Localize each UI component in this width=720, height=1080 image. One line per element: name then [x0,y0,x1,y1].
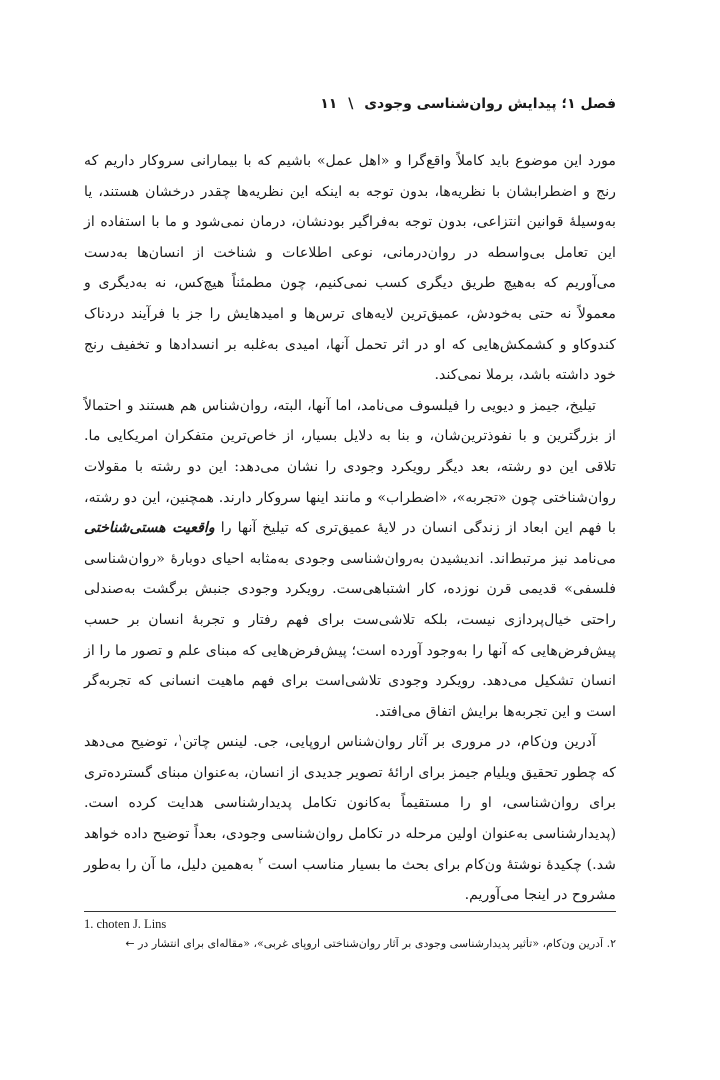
paragraph-3-text-b: ، توضیح می‌دهد که چطور تحقیق ویلیام جیمز برای ارائهٔ تصویر جدیدی از انسان، به‌عنوان مبنای گسترده‌تری برای روان‌شناسی، او را مستقیماً به‌کانون تکامل پدیدارشناسی هدایت کرده است. (پدیدارشناسی به‌عنوان اولین مرحله در تکامل روان‌شناسی وجودی، بعداً توضیح داده خواهد شد.) چکیدهٔ نوشتهٔ ون‌کام برای بحث ما بسیار مناسب است [84,734,617,873]
paragraph-1: مورد این موضوع باید کاملاً واقع‌گرا و «اهل عمل» باشیم که با بیمارانی سروکار داریم که رنج و اضطرابشان با نظریه‌ها، بدون توجه به اینکه این نظریه‌ها چقدر درخشان هستند، یا به‌وسیلهٔ قوانین انتزاعی، بدون توجه به‌فراگیر بودنشان، درمان نمی‌شود و ما با استفاده از این تعامل بی‌واسطه در روان‌درمانی، نوعی اطلاعات و شناخت از انسان‌ها به‌دست می‌آوریم که به‌هیچ طریق دیگری کسب نمی‌کنیم، چون مطمئناً هیچ‌کس، نه به‌دیگری و معمولاً نه حتی به‌خودش، عمیق‌ترین لایه‌های ترس‌ها و امیدهایش را جز با فرآیند دردناک کندوکاو و کشمکش‌هایی که او در اثر تحمل آنها، امیدی به‌غلبه بر انسدادها و تخفیف رنج خود داشته باشد، برملا نمی‌کند. [84,153,616,384]
footnote-ref-1: ۱ [177,733,183,744]
footnote-divider [84,911,616,912]
emphasized-term: واقعیت هستی‌شناختی [84,520,215,537]
continuation-arrow-icon: ← [125,937,135,950]
paragraph-2-text-a: تیلیخ، جیمز و دیویی را فیلسوف می‌نامد، اما آنها، البته، روان‌شناس هم هستند و احتمالاً از بزرگترین و با نفوذترین‌شان، و بنا به دلایل بسیار، از خاص‌ترین متفکران امریکایی ما. تلاقی این دو رشته، بعد دیگر رویکرد وجودی را نشان می‌دهد: این دو رشته با مقولات روان‌شناختی چون «تجربه»، «اضطراب» و مانند اینها سروکار دارند. همچنین، این دو رشته، با فهم این ابعاد از زندگی انسان در لایهٔ عمیق‌تری که تیلیخ آنها را [84,397,617,537]
header-separator: \ [348,96,354,112]
paragraph-3 [84,727,616,911]
paragraph-3-text-a: آدرین ون‌کام، در مروری بر آثار روان‌شناس اروپایی، جی. لینس چاتن [182,734,596,751]
footnote-2-text: ۲. آدرین ون‌کام، «تأثیر پدیدارشناسی وجودی بر آثار روان‌شناختی اروپای غربی»، «مقاله‌ای برای انتشار در [138,937,616,950]
footnote-ref-2: ۲ [258,855,264,866]
footnote-1: 1. choten J. Lins [84,917,167,931]
paragraph-2 [84,391,616,728]
book-page [84,0,616,1080]
chapter-title: فصل ۱؛ پیدایش روان‌شناسی وجودی [364,96,616,112]
footnote-2 [84,937,616,950]
page-number: ۱۱ [320,96,338,112]
paragraph-2-text-b: می‌نامد نیز مرتبط‌اند. اندیشیدن به‌روان‌شناسی وجودی به‌مثابه احیای دوبارهٔ «روان‌شناسی فلسفی» قدیمی قرن نوزده، کار اشتباهی‌ست. رویکرد وجودی جنبش برگشت به‌صندلی راحتی خیال‌پردازی نیست، بلکه تلاشی‌ست برای فهم رفتار و تجربهٔ انسان بر حسب پیش‌فرض‌هایی که آنها را به‌وجود آورده است؛ پیش‌فرض‌هایی که مبنای علم و تصور ما را از انسان تشکیل می‌دهد. رویکرد وجودی تلاشی‌است برای فهم ماهیت انسانی که تجربه‌گر است و این تجربه‌ها برایش اتفاق می‌افتد. [84,550,616,720]
paragraph-3-text-c: به‌همین دلیل، ما آن را به‌طور مشروح در اینجا می‌آوریم. [84,856,616,904]
body-text [84,146,616,911]
running-header [84,96,616,112]
